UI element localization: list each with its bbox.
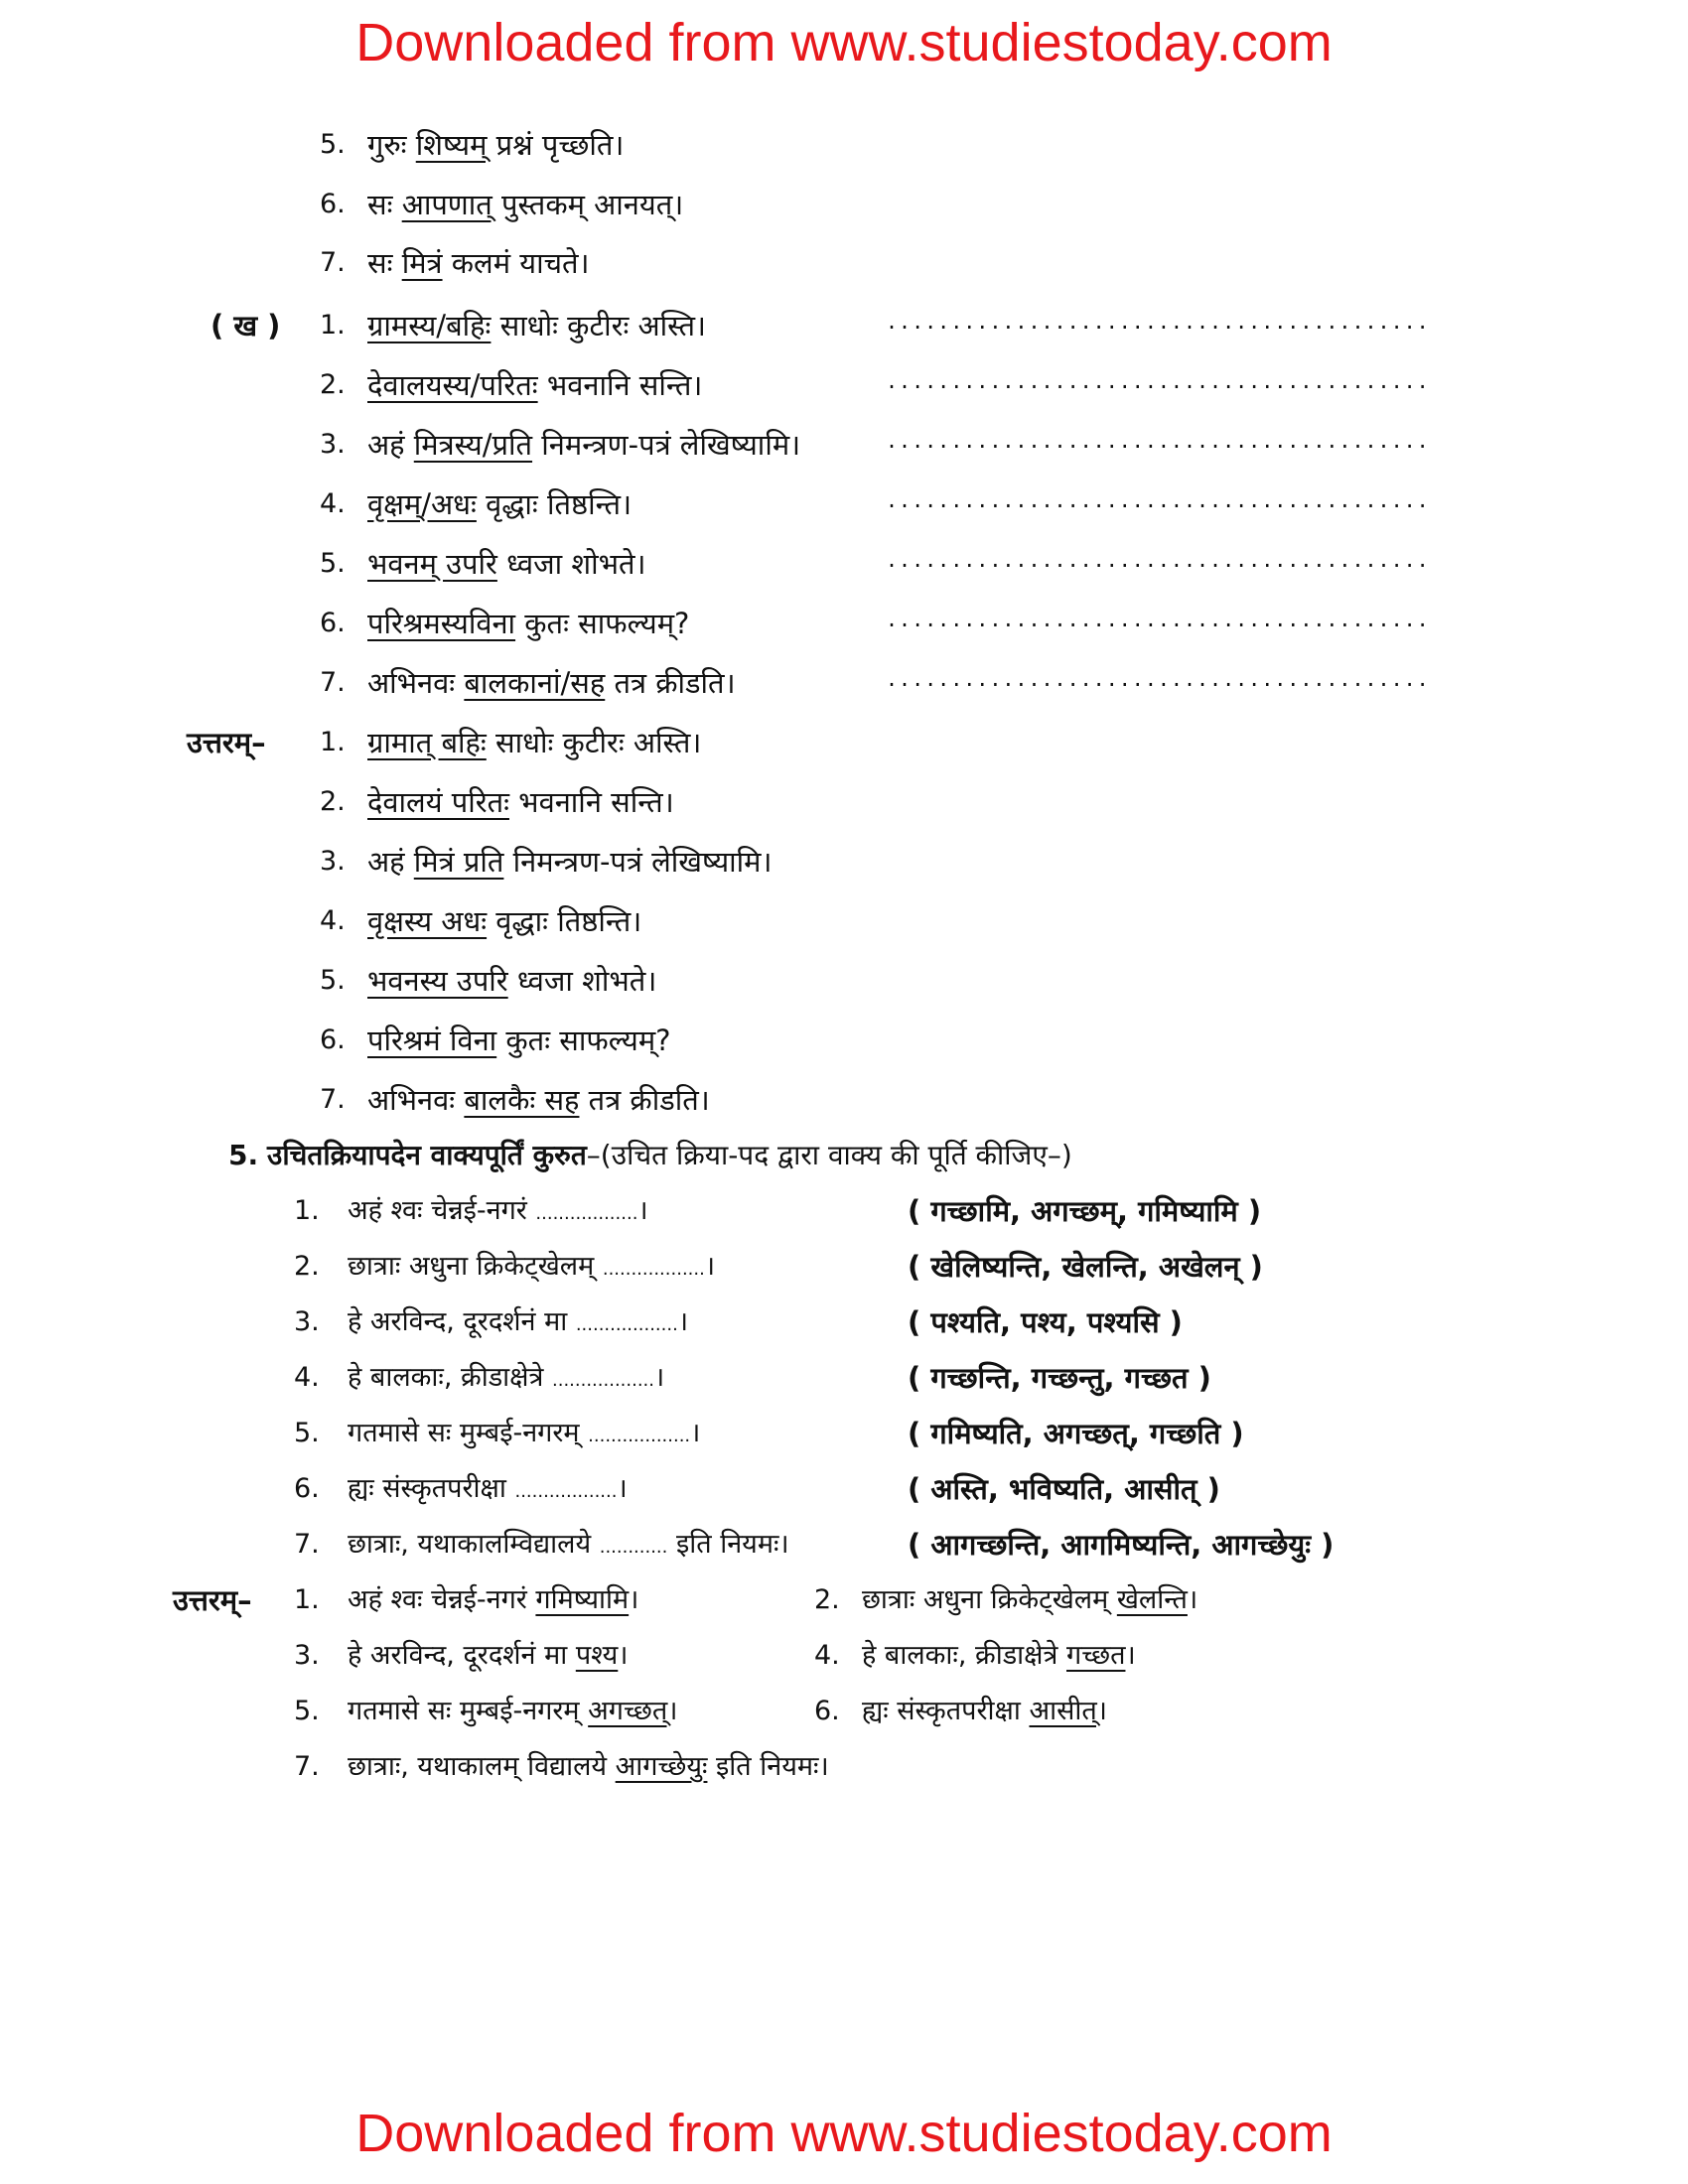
- item-number: 6.: [320, 1024, 346, 1055]
- item-number: 2.: [320, 786, 346, 817]
- sentence: [367, 901, 641, 941]
- blank-sentence: [348, 1414, 700, 1456]
- verb-options: ( गमिष्यति, अगच्छत्, गच्छति ): [908, 1417, 1244, 1450]
- blank-sentence: [348, 1469, 628, 1512]
- underlined-word: बालकैः सह: [464, 1083, 580, 1117]
- sentence: [367, 782, 674, 822]
- item-number: 7.: [294, 1529, 320, 1560]
- sentence-part: ।: [629, 1584, 639, 1615]
- item-number: 2.: [294, 1251, 320, 1282]
- item-number: 1.: [320, 310, 346, 341]
- item-number: 7.: [320, 247, 346, 278]
- sentence-end: ।: [617, 1473, 628, 1504]
- underlined-word: गच्छत: [1066, 1640, 1126, 1671]
- item-number: 1.: [294, 1195, 320, 1226]
- sentence-part: निमन्त्रण-पत्रं लेखिष्यामि।: [503, 845, 773, 879]
- question-heading: [228, 1136, 1072, 1175]
- answer-sentence: [862, 1636, 1136, 1676]
- answer-blank: ..........................................: [886, 429, 1430, 453]
- sentence: [367, 961, 656, 1001]
- sentence-part: ।: [667, 1696, 678, 1726]
- verb-options: ( अस्ति, भविष्यति, आसीत् ): [908, 1472, 1220, 1506]
- verb-options: ( पश्यति, पश्य, पश्यसि ): [908, 1305, 1183, 1339]
- sentence-part: गतमासे सः मुम्बई-नगरम्: [348, 1696, 589, 1726]
- item-number: 7.: [320, 667, 346, 698]
- sentence-part: हे बालकाः, क्रीडाक्षेत्रे: [862, 1640, 1066, 1671]
- question-subtitle: –(उचित क्रिया-पद द्वारा वाक्य की पूर्ति कीजिए–): [586, 1139, 1072, 1171]
- item-number: 6.: [320, 608, 346, 638]
- answer-blank: ..........................................: [886, 667, 1430, 691]
- sentence-part: तत्र क्रीडति।: [605, 666, 736, 700]
- item-number: 1.: [320, 727, 346, 757]
- verb-options: ( गच्छन्ति, गच्छन्तु, गच्छत ): [908, 1361, 1211, 1395]
- blank-sentence: [348, 1191, 648, 1234]
- sentence-part: ध्वजा शोभते।: [496, 547, 646, 581]
- underlined-word: वृक्षस्य अधः: [367, 904, 488, 938]
- blank-sentence: [348, 1358, 664, 1401]
- sentence-part: अहं: [367, 845, 414, 879]
- sentence-part: इति नियमः।: [707, 1751, 829, 1782]
- blank-sentence: [348, 1302, 688, 1345]
- sentence-end: ।: [690, 1418, 701, 1448]
- answer-sentence: [348, 1692, 677, 1731]
- sentence-part: कुतः साफल्यम्?: [515, 607, 690, 640]
- verb-options: ( आगच्छन्ति, आगमिष्यन्ति, आगच्छेयुः ): [908, 1528, 1335, 1562]
- underlined-word: अगच्छत्: [588, 1696, 668, 1726]
- answer-sentence: [348, 1747, 829, 1787]
- sentence: [367, 185, 683, 224]
- answer-label: उत्तरम्–: [187, 726, 266, 759]
- answer-blank: ..........................................: [886, 548, 1430, 572]
- blank-dots: ..................: [552, 1370, 654, 1391]
- blank-dots: ..................: [535, 1203, 638, 1224]
- underlined-word: शिष्यम्: [415, 128, 488, 162]
- sentence: [367, 425, 800, 465]
- sentence-part: अहं: [367, 428, 414, 462]
- answer-blank: ..........................................: [886, 488, 1430, 512]
- sentence-part: सः: [367, 188, 402, 221]
- sentence: [367, 365, 702, 405]
- item-number: 7.: [320, 1084, 346, 1115]
- underlined-word: देवालयस्य/परितः: [367, 368, 538, 402]
- underlined-word: देवालयं परितः: [367, 785, 509, 819]
- item-number: 4.: [320, 488, 346, 519]
- sentence-part: हे अरविन्द, दूरदर्शनं मा: [348, 1306, 576, 1337]
- underlined-word: मित्रं: [401, 246, 443, 280]
- item-number: 6.: [294, 1473, 320, 1504]
- item-number: 6.: [320, 189, 346, 219]
- item-number: 5.: [294, 1418, 320, 1448]
- sentence-part: ।: [1096, 1696, 1107, 1726]
- sentence-part: तत्र क्रीडति।: [579, 1083, 710, 1117]
- item-number: 5.: [320, 965, 346, 996]
- sentence-end: ।: [677, 1306, 689, 1337]
- blank-dots: ..................: [588, 1426, 691, 1446]
- sentence: [367, 723, 701, 762]
- sentence-part: साधोः कुटीरः अस्ति।: [486, 726, 702, 759]
- answer-label: उत्तरम्–: [173, 1583, 252, 1617]
- banner-top: Downloaded from www.studiestoday.com: [355, 13, 1333, 72]
- underlined-word: पश्य: [575, 1640, 619, 1671]
- sentence: [367, 1021, 671, 1060]
- blank-dots: ............: [599, 1537, 668, 1558]
- blank-dots: ..................: [514, 1481, 618, 1502]
- banner-bottom: Downloaded from www.studiestoday.com: [355, 2104, 1333, 2163]
- sentence-part: हे अरविन्द, दूरदर्शनं मा: [348, 1640, 576, 1671]
- item-number: 3.: [294, 1640, 320, 1671]
- sentence-part: छात्राः अधुना क्रिकेट्खेलम्: [348, 1251, 603, 1282]
- underlined-word: वृक्षम्/अधः: [367, 487, 477, 521]
- sentence-part: सः: [367, 246, 402, 280]
- sentence-part: पुस्तकम् आनयत्।: [492, 188, 684, 221]
- sentence-part: अहं श्वः चेन्नई-नगरं: [348, 1584, 536, 1615]
- sentence-part: ह्यः संस्कृतपरीक्षा: [862, 1696, 1030, 1726]
- section-label: ( ख ): [211, 309, 281, 342]
- underlined-word: बालकानां/सह: [464, 666, 606, 700]
- underlined-word: मित्रं प्रति: [413, 845, 504, 879]
- sentence-end: इति नियमः।: [667, 1529, 789, 1560]
- sentence-part: कुतः साफल्यम्?: [496, 1024, 671, 1057]
- item-number: 2.: [814, 1584, 840, 1615]
- item-number: 6.: [814, 1696, 840, 1726]
- sentence-part: ।: [1187, 1584, 1198, 1615]
- sentence: [367, 484, 632, 524]
- blank-sentence: [348, 1247, 715, 1290]
- sentence: [367, 842, 773, 882]
- sentence-part: ।: [618, 1640, 629, 1671]
- answer-sentence: [862, 1692, 1107, 1731]
- item-number: 2.: [320, 369, 346, 400]
- sentence-part: गुरुः: [367, 128, 416, 162]
- question-number: 5.: [228, 1139, 259, 1171]
- sentence-part: वृद्धाः तिष्ठन्ति।: [476, 487, 633, 521]
- sentence-end: ।: [654, 1362, 665, 1393]
- underlined-word: ग्रामात् बहिः: [367, 726, 487, 759]
- sentence: [367, 544, 646, 584]
- underlined-word: मित्रस्य/प्रति: [413, 428, 533, 462]
- sentence-part: अहं श्वः चेन्नई-नगरं: [348, 1195, 536, 1226]
- sentence-part: साधोः कुटीरः अस्ति।: [491, 309, 706, 342]
- answer-blank: ..........................................: [886, 608, 1430, 631]
- answer-blank: ..........................................: [886, 310, 1430, 334]
- sentence-end: ।: [637, 1195, 648, 1226]
- item-number: 1.: [294, 1584, 320, 1615]
- underlined-word: खेलन्ति: [1116, 1584, 1188, 1615]
- answer-sentence: [348, 1636, 629, 1676]
- sentence: [367, 1080, 710, 1120]
- sentence: [367, 125, 624, 165]
- sentence-part: ह्यः संस्कृतपरीक्षा: [348, 1473, 515, 1504]
- sentence-part: ।: [1125, 1640, 1136, 1671]
- sentence-part: कलमं याचते।: [442, 246, 590, 280]
- verb-options: ( गच्छामि, अगच्छम्, गमिष्यामि ): [908, 1194, 1262, 1228]
- item-number: 3.: [294, 1306, 320, 1337]
- underlined-word: आपणात्: [401, 188, 492, 221]
- sentence-part: वृद्धाः तिष्ठन्ति।: [487, 904, 642, 938]
- sentence-part: प्रश्नं पृच्छति।: [487, 128, 625, 162]
- underlined-word: गमिष्यामि: [535, 1584, 630, 1615]
- sentence-part: अभिनवः: [367, 1083, 465, 1117]
- sentence: [367, 663, 736, 703]
- underlined-word: भवनम् उपरि: [367, 547, 497, 581]
- sentence: [367, 243, 590, 283]
- answer-sentence: [862, 1580, 1197, 1620]
- sentence: [367, 306, 706, 345]
- item-number: 4.: [320, 905, 346, 936]
- item-number: 3.: [320, 846, 346, 877]
- sentence-part: गतमासे सः मुम्बई-नगरम्: [348, 1418, 589, 1448]
- item-number: 3.: [320, 429, 346, 460]
- underlined-word: ग्रामस्य/बहिः: [367, 309, 492, 342]
- question-title: उचितक्रियापदेन वाक्यपूर्तिं कुरुत: [267, 1139, 587, 1171]
- blank-dots: ..................: [575, 1314, 678, 1335]
- sentence: [367, 604, 689, 643]
- blank-sentence: [348, 1525, 789, 1568]
- item-number: 5.: [294, 1696, 320, 1726]
- sentence-part: छात्राः अधुना क्रिकेट्खेलम्: [862, 1584, 1117, 1615]
- answer-blank: ..........................................: [886, 369, 1430, 393]
- item-number: 7.: [294, 1751, 320, 1782]
- item-number: 4.: [814, 1640, 840, 1671]
- blank-dots: ..................: [602, 1259, 705, 1280]
- sentence-part: अभिनवः: [367, 666, 465, 700]
- underlined-word: परिश्रमस्यविना: [367, 607, 516, 640]
- answer-sentence: [348, 1580, 638, 1620]
- sentence-part: भवनानि सन्ति।: [508, 785, 674, 819]
- underlined-word: आसीत्: [1029, 1696, 1097, 1726]
- item-number: 5.: [320, 129, 346, 160]
- underlined-word: भवनस्य उपरि: [367, 964, 508, 998]
- sentence-part: निमन्त्रण-पत्रं लेखिष्यामि।: [532, 428, 801, 462]
- verb-options: ( खेलिष्यन्ति, खेलन्ति, अखेलन् ): [908, 1250, 1263, 1284]
- sentence-end: ।: [704, 1251, 716, 1282]
- item-number: 4.: [294, 1362, 320, 1393]
- sentence-part: भवनानि सन्ति।: [537, 368, 703, 402]
- sentence-part: हे बालकाः, क्रीडाक्षेत्रे: [348, 1362, 552, 1393]
- sentence-part: ध्वजा शोभते।: [507, 964, 657, 998]
- underlined-word: परिश्रमं विना: [367, 1024, 497, 1057]
- sentence-part: छात्राः, यथाकालम्विद्यालये: [348, 1529, 600, 1560]
- sentence-part: छात्राः, यथाकालम् विद्यालये: [348, 1751, 616, 1782]
- underlined-word: आगच्छेयुः: [615, 1751, 708, 1782]
- item-number: 5.: [320, 548, 346, 579]
